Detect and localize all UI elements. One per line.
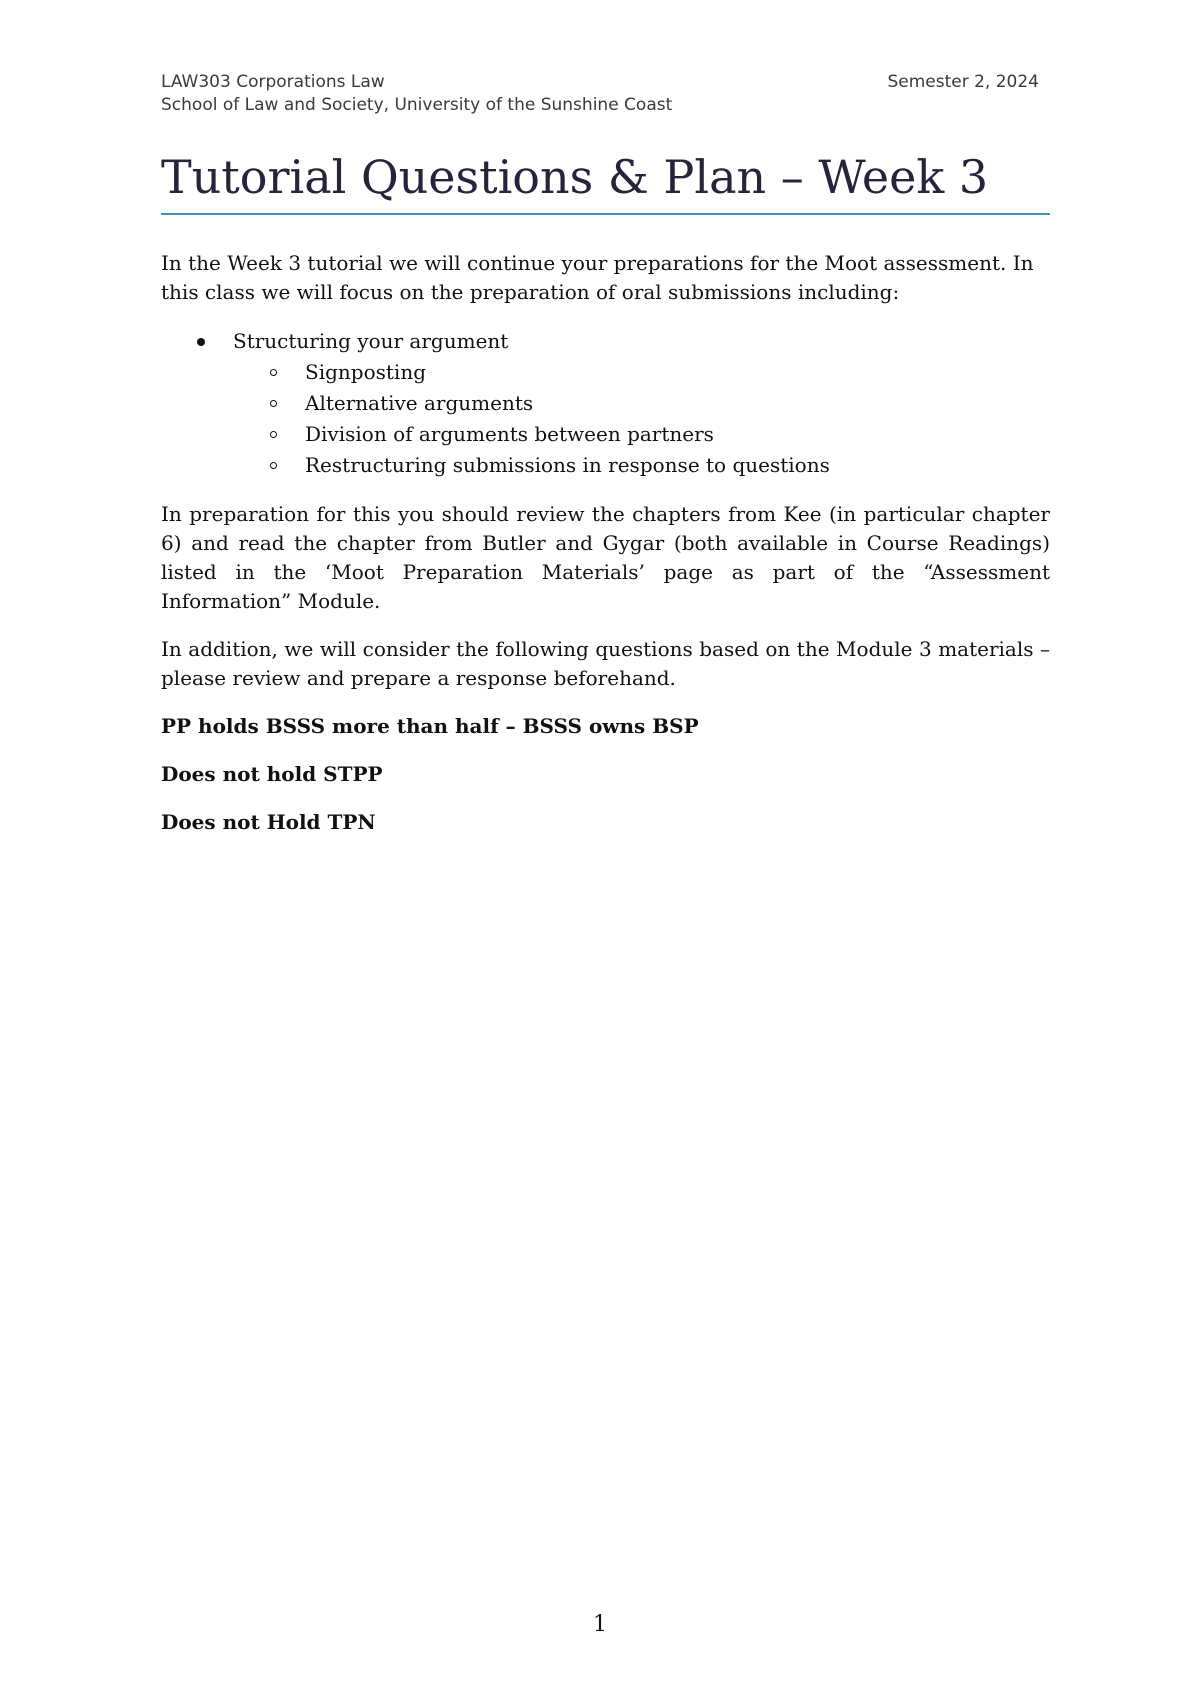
title-underline — [161, 213, 1050, 215]
document-body — [161, 249, 1050, 856]
list-item-label: Structuring your argument — [233, 329, 509, 353]
semester-label: Semester 2, 2024 — [887, 72, 1039, 92]
bullet-list — [161, 326, 1050, 481]
sub-list-item — [233, 388, 1050, 419]
page-header-left — [161, 71, 672, 117]
preparation-paragraph: In preparation for this you should review the chapters from Kee (in particular chapter 6) and read the chapter from Butler and Gygar (both available in Course Readings) listed in the ‘Moot Preparation Materials’ page as part of the “Assessment Information” Module. — [161, 502, 1050, 613]
school-name: School of Law and Society, University of the Sunshine Coast — [161, 95, 673, 115]
bold-note-line: PP holds BSSS more than half – BSSS owns BSP — [161, 714, 699, 738]
sub-list-item-label: Restructuring submissions in response to questions — [305, 453, 830, 477]
sub-list-item — [233, 419, 1050, 450]
sub-list-item-label: Signposting — [305, 360, 427, 384]
bullet-icon — [197, 338, 205, 346]
page-number: 1 — [593, 1612, 607, 1637]
sub-list-item-label: Alternative arguments — [305, 391, 534, 415]
course-name: LAW303 Corporations Law — [161, 72, 385, 92]
document-title: Tutorial Questions & Plan – Week 3 — [161, 150, 989, 204]
sub-list-item — [233, 450, 1050, 481]
sub-list-item-label: Division of arguments between partners — [305, 422, 714, 446]
sub-bullet-list — [233, 357, 1050, 481]
circle-bullet-icon — [270, 400, 277, 407]
circle-bullet-icon — [270, 431, 277, 438]
sub-list-item — [233, 357, 1050, 388]
circle-bullet-icon — [270, 369, 277, 376]
addition-paragraph: In addition, we will consider the following questions based on the Module 3 materials – please review and prepare a response beforehand. — [161, 637, 1050, 690]
circle-bullet-icon — [270, 462, 277, 469]
list-item — [161, 326, 1050, 481]
bold-note-line: Does not Hold TPN — [161, 810, 376, 834]
intro-paragraph: In the Week 3 tutorial we will continue your preparations for the Moot assessment. In this class we will focus on the preparation of oral submissions including: — [161, 251, 1034, 304]
bold-note-line: Does not hold STPP — [161, 762, 383, 786]
